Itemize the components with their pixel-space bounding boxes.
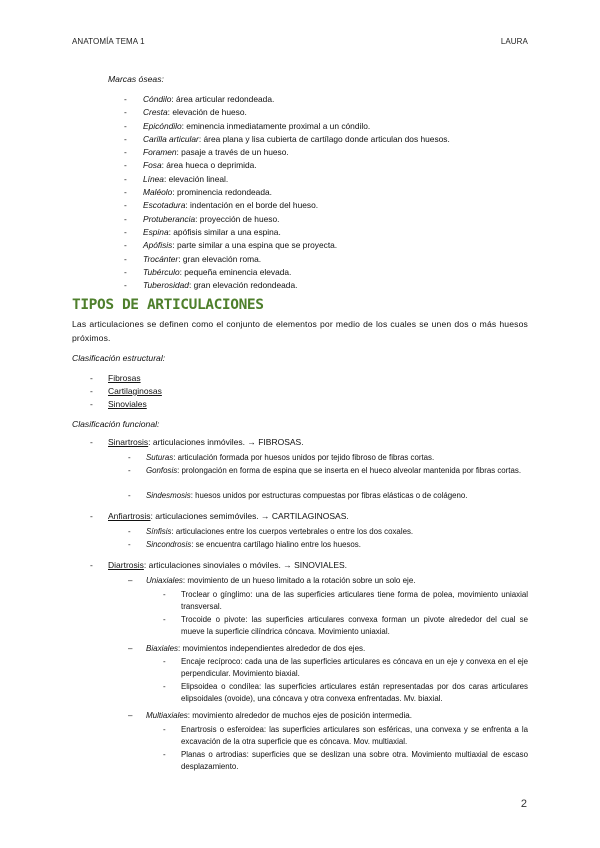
item-desc: : movimiento de un hueso limitado a la rotación sobre un solo eje. bbox=[182, 576, 416, 585]
estructural-title: Clasificación estructural: bbox=[72, 353, 166, 363]
sinartrosis-sub bbox=[146, 452, 528, 464]
list-item bbox=[122, 146, 450, 159]
list-item bbox=[122, 93, 450, 106]
item-desc: : articulaciones semimóviles. → CARTILAGINOSAS. bbox=[150, 511, 349, 521]
item-term: Tubérculo bbox=[143, 266, 180, 277]
item-desc: : proyección de hueso. bbox=[195, 213, 280, 224]
sinartrosis-sub bbox=[146, 465, 528, 477]
biaxiales-sub: - Elipsoidea o condílea: las superficies articulares están representadas por dos caras articulares elipsoidales (ovoide), una cóncava y otra convexa enfrentadas. Mv. biaxial. bbox=[181, 681, 528, 706]
item-desc: : articulación formada por huesos unidos por tejido fibroso de fibras cortas. bbox=[173, 453, 435, 462]
item-desc: : eminencia inmediatamente proximal a un cóndilo. bbox=[181, 120, 371, 131]
section-intro: Las articulaciones se definen como el conjunto de elementos por medio de los cuales se unen dos o más huesos próximos. bbox=[72, 319, 528, 343]
item-desc: : apófisis similar a una espina. bbox=[168, 226, 281, 237]
list-item bbox=[122, 199, 450, 212]
list-item bbox=[122, 106, 450, 119]
marcas-title: Marcas óseas: bbox=[108, 74, 164, 84]
biaxiales-sub: - Encaje recíproco: cada una de las superficies articulares es cóncava en un eje y convexa en el eje perpendicular. Movimiento biaxial. bbox=[181, 656, 528, 681]
sinartrosis-item bbox=[108, 437, 304, 447]
uniaxiales-sub: - Trocoide o pivote: las superficies articulares convexa forman un pivote alrededor del cual se mueve la superficie cilíndrica cóncava. Movimiento uniaxial. bbox=[181, 614, 528, 639]
estructural-item-fibrosas: - Fibrosas bbox=[108, 373, 141, 383]
list-item bbox=[122, 120, 450, 133]
estructural-item-sinoviales: - Sinoviales bbox=[108, 399, 147, 409]
sinartrosis-sub bbox=[146, 490, 528, 502]
list-item bbox=[122, 173, 450, 186]
list-item bbox=[122, 159, 450, 172]
list-item bbox=[122, 253, 450, 266]
item-desc: : área articular redondeada. bbox=[171, 94, 275, 104]
item-desc: : articulaciones inmóviles. → FIBROSAS. bbox=[148, 437, 304, 447]
item-term: Carilla articular bbox=[143, 133, 199, 144]
item-term: Diartrosis bbox=[108, 560, 144, 570]
item-term: Espina bbox=[143, 226, 169, 237]
marcas-list bbox=[122, 93, 450, 292]
item-term: Tuberosidad bbox=[143, 280, 189, 291]
item-desc: : movimientos independientes alrededor de dos ejes. bbox=[178, 644, 366, 653]
item-term: Protuberancia bbox=[143, 213, 196, 224]
item-term: Línea bbox=[143, 173, 164, 184]
anfiartrosis-sub bbox=[146, 539, 528, 551]
item-term: Biaxiales bbox=[146, 644, 179, 653]
multiaxiales-sub: - Enartrosis o esferoidea: las superficies articulares son esféricas, una convexa y se enfrenta a la excavación de la otra superficie que es cóncava. Mov. multiaxial. bbox=[181, 724, 528, 749]
item-term: Uniaxiales bbox=[146, 576, 183, 585]
item-term: Maléolo bbox=[143, 187, 173, 198]
item-desc: : pasaje a través de un hueso. bbox=[176, 147, 289, 158]
item-term: Apófisis bbox=[143, 240, 173, 251]
list-item bbox=[122, 279, 450, 292]
item-term: Sínfisis bbox=[146, 527, 172, 536]
item-desc: : área hueca o deprimida. bbox=[161, 160, 257, 171]
item-desc: : huesos unidos por estructuras compuestas por fibras elásticas o de colágeno. bbox=[190, 491, 468, 500]
anfiartrosis-sub bbox=[146, 526, 528, 538]
list-item bbox=[122, 186, 450, 199]
anfiartrosis-item bbox=[108, 511, 349, 521]
item-desc: : prolongación en forma de espina que se inserta en el hueco alveolar mantenida por fibras cortas. bbox=[177, 466, 522, 475]
list-item bbox=[122, 213, 450, 226]
section-title: TIPOS DE ARTICULACIONES bbox=[72, 297, 264, 313]
multiaxiales-item bbox=[146, 711, 412, 720]
item-desc: : gran elevación redondeada. bbox=[188, 280, 298, 291]
item-desc: : pequeña eminencia elevada. bbox=[179, 266, 292, 277]
item-desc: : elevación lineal. bbox=[163, 173, 229, 184]
diartrosis-item bbox=[108, 560, 347, 570]
page-number: 2 bbox=[520, 798, 527, 810]
item-desc: : articulaciones entre los cuerpos vertebrales o entre los dos coxales. bbox=[171, 527, 414, 536]
item-desc: : prominencia redondeada. bbox=[172, 187, 272, 198]
item-desc: : área plana y lisa cubierta de cartílago donde articulan dos huesos. bbox=[198, 133, 450, 144]
item-term: Gonfosis bbox=[146, 466, 178, 475]
item-term: Cresta bbox=[143, 107, 168, 118]
item-term: Cóndilo bbox=[143, 94, 172, 104]
list-item bbox=[122, 226, 450, 239]
item-desc: : parte similar a una espina que se proyecta. bbox=[172, 240, 338, 251]
header-right: LAURA bbox=[500, 37, 528, 46]
estructural-item-cartilaginosas: - Cartilaginosas bbox=[108, 386, 162, 396]
item-desc: : elevación de hueso. bbox=[167, 107, 247, 118]
list-item bbox=[122, 266, 450, 279]
list-item bbox=[122, 133, 450, 146]
item-term: Anfiartrosis bbox=[108, 511, 151, 521]
item-desc: : se encuentra cartílago hialino entre los huesos. bbox=[191, 540, 361, 549]
item-term: Sinartrosis bbox=[108, 437, 149, 447]
item-desc: : movimiento alrededor de muchos ejes de posición intermedia. bbox=[187, 711, 412, 720]
item-term: Epicóndilo bbox=[143, 120, 182, 131]
uniaxiales-sub: - Troclear o gínglimo: una de las superficies articulares tiene forma de polea, movimiento uniaxial transversal. bbox=[181, 589, 528, 614]
item-term: Suturas bbox=[146, 453, 174, 462]
item-term: Multiaxiales bbox=[146, 711, 188, 720]
item-desc: : gran elevación roma. bbox=[178, 253, 262, 264]
funcional-title: Clasificación funcional: bbox=[72, 419, 160, 429]
multiaxiales-sub: - Planas o artrodias: superficies que se deslizan una sobre otra. Movimiento multiaxial de escaso desplazamiento. bbox=[181, 749, 528, 774]
biaxiales-item bbox=[146, 644, 365, 653]
header-left: ANATOMÍA TEMA 1 bbox=[72, 37, 145, 46]
list-item bbox=[122, 239, 450, 252]
item-term: Sindesmosis bbox=[146, 491, 191, 500]
item-desc: : articulaciones sinoviales o móviles. → SINOVIALES. bbox=[143, 560, 348, 570]
item-desc: : indentación en el borde del hueso. bbox=[185, 200, 319, 211]
item-term: Foramen bbox=[143, 147, 177, 158]
item-term: Trocánter bbox=[143, 253, 179, 264]
item-term: Escotadura bbox=[143, 200, 186, 211]
uniaxiales-item bbox=[146, 576, 415, 585]
item-term: Fosa bbox=[143, 160, 162, 171]
item-term: Sincondrosis bbox=[146, 540, 192, 549]
